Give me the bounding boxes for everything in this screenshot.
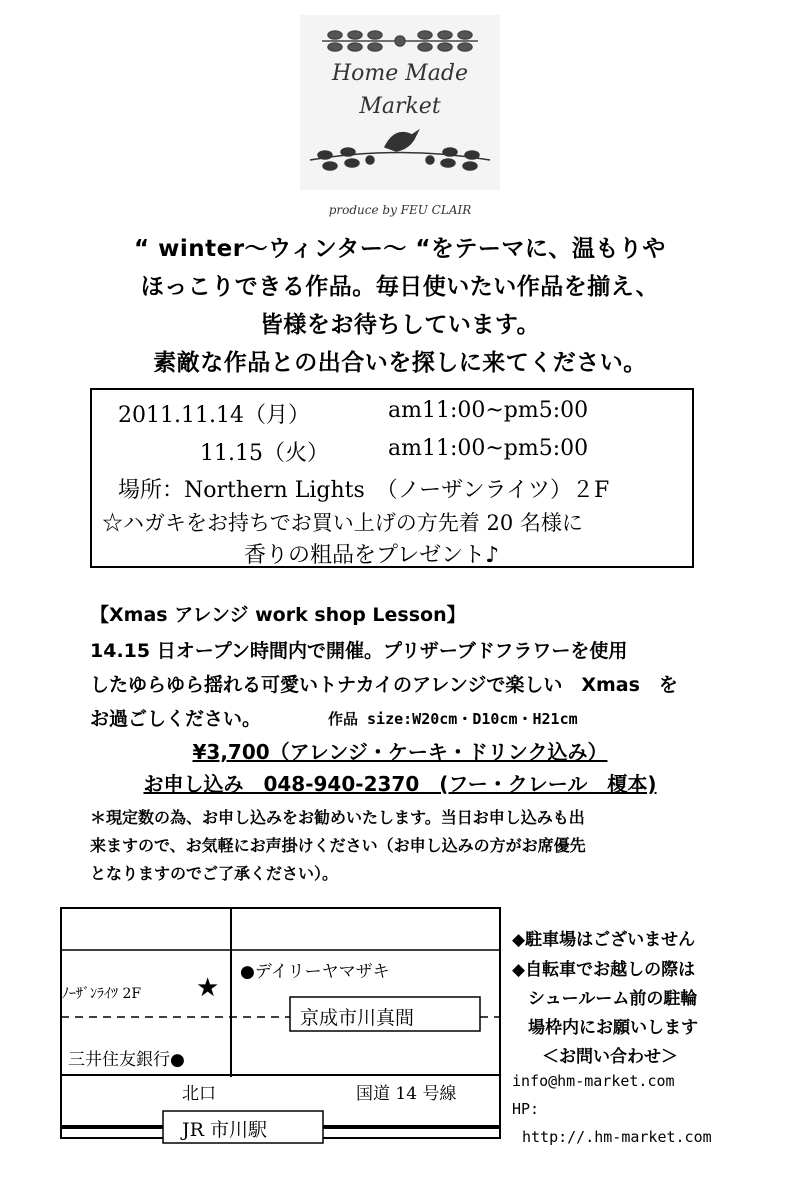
workshop-note-3: となりますのでご了承ください）。 [90, 864, 339, 883]
bicycle-note-3: 場枠内にお願いします [528, 1018, 698, 1038]
contact-heading: ＜お問い合わせ＞ [542, 1047, 678, 1067]
homepage-url[interactable]: http://.hm-market.com [522, 1128, 712, 1146]
workshop-price: ¥3,700（アレンジ・ケーキ・ドリンク込み） [192, 740, 608, 764]
logo-line1: Home Made [331, 61, 469, 86]
map-northern-lights: ﾉｰｻﾞﾝﾗｲﾂ 2F [62, 986, 142, 1002]
workshop-note-1: ＊現定数の為、お申し込みをお勧めいたします。当日お申し込みも出 [90, 808, 585, 827]
workshop-apply-phone: お申し込み 048-940-2370 (フー・クレール 榎本) [143, 772, 657, 796]
bicycle-note-1: ◆自転車でお越しの際は [512, 960, 696, 980]
map-jr-station: JR 市川駅 [182, 1119, 267, 1141]
event-date-1: 2011.11.14（月） [118, 403, 310, 428]
bicycle-note-2: シュールーム前の駐輪 [528, 989, 698, 1009]
event-place: 場所：Northern Lights （ノーザンライツ）２F [118, 478, 610, 503]
event-date-2: 11.15（火） [200, 441, 329, 466]
intro-line-3: 皆様をお待ちしています。 [259, 312, 541, 338]
map-route-14: 国道 14 号線 [356, 1084, 457, 1104]
workshop-note-2: 来ますので、お気軽にお声掛けください（お申し込みの方がお席優先 [90, 836, 586, 855]
workshop-heading: 【Xmas アレンジ work shop Lesson】 [90, 604, 466, 626]
workshop-line-2: したゆらゆら揺れる可愛いトナカイのアレンジで楽しい Xmas を [90, 674, 678, 696]
homepage-label: HP: [512, 1100, 540, 1118]
contact-email[interactable]: info@hm-market.com [512, 1072, 675, 1090]
event-time-2: am11:00~pm5:00 [388, 436, 589, 461]
map-bank: 三井住友銀行● [68, 1050, 185, 1070]
workshop-line-3: お過ごしください。 [90, 708, 262, 730]
location-star-icon: ★ [196, 973, 220, 1003]
producer-credit: produce by FEU CLAIR [328, 203, 472, 217]
intro-line-1: “ winter～ウィンター～ “をテーマに、温もりや [134, 236, 666, 262]
access-map [60, 907, 501, 1153]
map-daily-yamazaki: ●デイリーヤマザキ [240, 962, 390, 982]
intro-line-4: 素敵な作品との出合いを探しに来てください。 [153, 350, 647, 376]
event-gift-line-1: ☆ハガキをお持ちでお買い上げの方先着 20 名様に [102, 511, 583, 535]
map-north-exit: 北口 [182, 1084, 216, 1104]
intro-line-2: ほっこりできる作品。毎日使いたい作品を揃え、 [140, 274, 660, 300]
workshop-size: 作品 size:W20cm・D10cm・H21cm [328, 710, 578, 728]
workshop-line-1: 14.15 日オープン時間内で開催。プリザーブドフラワーを使用 [90, 640, 628, 662]
home-made-market-logo [300, 15, 500, 190]
parking-note: ◆駐車場はございません [512, 930, 696, 950]
event-time-1: am11:00~pm5:00 [388, 398, 589, 423]
map-keisei-station: 京成市川真間 [300, 1007, 415, 1029]
event-gift-line-2: 香りの粗品をプレゼント♪ [244, 543, 500, 568]
logo-line2: Market [359, 94, 441, 119]
